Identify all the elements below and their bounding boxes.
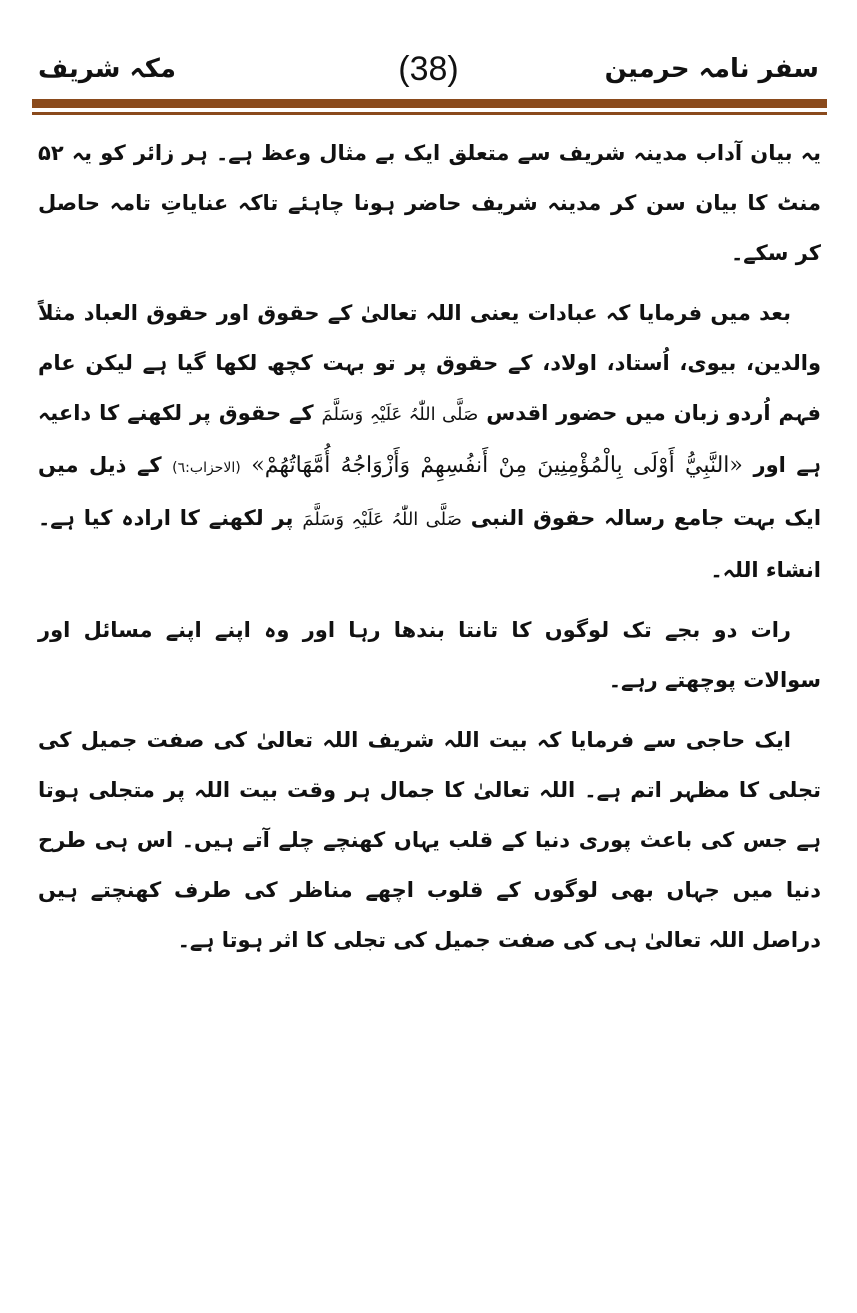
header-rule-thin [32,112,827,115]
quran-verse: «النَّبِيُّ أَوْلَى بِالْمُؤْمِنِينَ مِنْ أَنفُسِهِمْ وَأَزْوَاجُهُ أُمَّهَاتُهُمْ» [251,453,743,478]
header-rule-thick [32,99,827,108]
page-body [38,128,821,975]
salawat-1: صَلَّی اللّٰہُ عَلَیْہِ وَسَلَّمَ [321,404,479,425]
page-number: (38) [398,50,459,88]
paragraph-2-text-a: بعد میں فرمایا کہ عبادات یعنی اللہ تعالیٰ کے حقوق اور حقوق العباد مثلاً والدین، بیوی، اُستاد، اولاد، کے حقوق پر تو بہت کچھ لکھا گیا ہے لیکن عام فہم اُردو زبان میں حضور اقدس [38,301,822,425]
paragraph-2-text-d: پر لکھنے کا ارادہ کیا ہے۔ انشاء اللہ۔ [38,506,821,582]
paragraph-2 [38,288,821,595]
verse-reference: (الاحزاب:٦) [172,460,241,476]
book-title: سفر نامہ حرمین [604,54,819,84]
chapter-title: مکہ شریف [38,54,176,84]
page-header [30,50,827,94]
paragraph-2-text-b: کے حقوق پر لکھنے کا داعیہ ہے اور [38,401,822,477]
salawat-2: صَلَّی اللّٰہُ عَلَیْہِ وَسَلَّمَ [302,509,462,530]
paragraph-2-text-c: کے ذیل میں ایک بہت جامع رسالہ حقوق النبی [38,453,822,530]
paragraph-3: رات دو بجے تک لوگوں کا تانتا بندھا رہا اور وہ اپنے اپنے مسائل اور سوالات پوچھتے رہے۔ [38,618,821,692]
paragraph-4: ایک حاجی سے فرمایا کہ بیت اللہ شریف اللہ تعالیٰ کی صفت جمیل کی تجلی کا مظہر اتم ہے۔ اللہ تعالیٰ کا جمال ہر وقت بیت اللہ پر متجلی ہوتا ہے جس کی باعث پوری دنیا کے قلب یہاں کھنچے چلے آتے ہیں۔ اس ہی طرح دنیا میں جہاں بھی لوگوں کے قلوب اچھے مناظر کی طرف کھنچتے ہیں دراصل اللہ تعالیٰ ہی کی صفت جمیل کی تجلی کا اثر ہوتا ہے۔ [38,728,821,952]
paragraph-1: یہ بیان آداب مدینہ شریف سے متعلق ایک بے مثال وعظ ہے۔ ہر زائر کو یہ ۵۲ منٹ کا بیان سن کر مدینہ شریف حاضر ہونا چاہئے تاکہ عنایاتِ تامہ حاصل کر سکے۔ [38,141,821,265]
